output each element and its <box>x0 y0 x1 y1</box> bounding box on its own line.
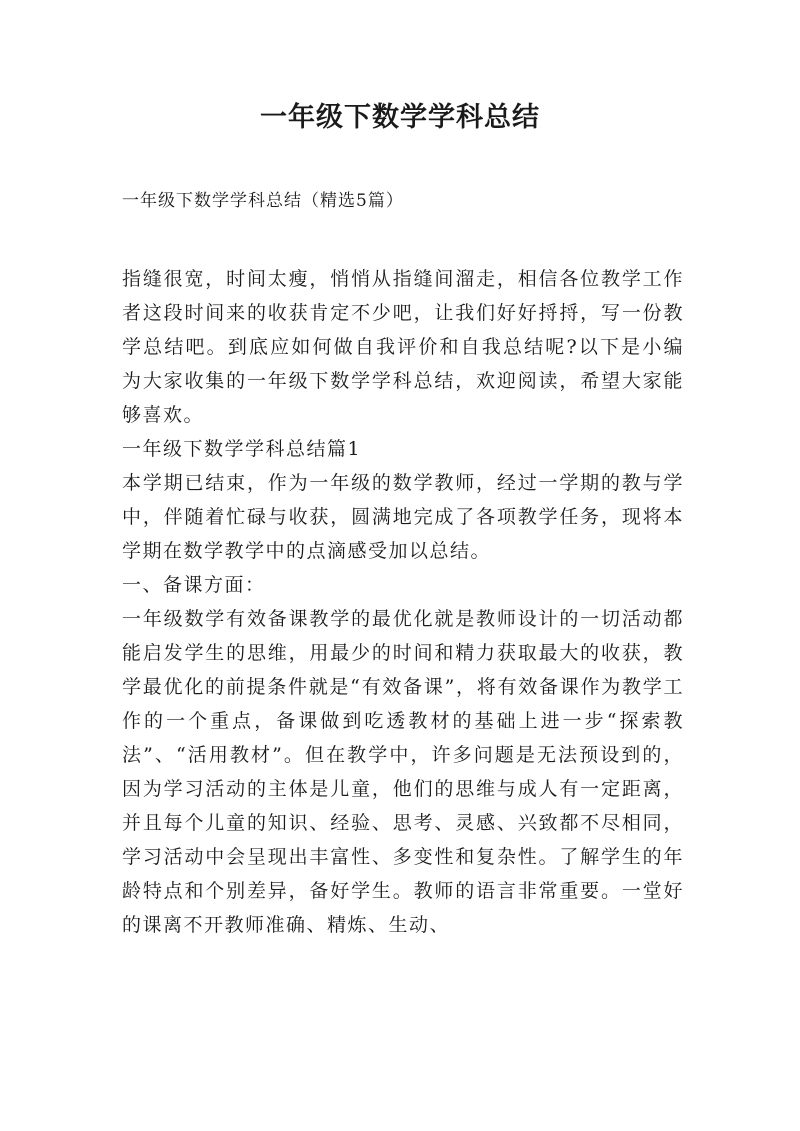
document-body <box>122 262 684 942</box>
summary-paragraph: 本学期已结束，作为一年级的数学教师，经过一学期的教与学中，伴随着忙碌与收获，圆满地完成了各项教学任务，现将本学期在数学教学中的点滴感受加以总结。 <box>122 472 684 562</box>
intro-paragraph: 指缝很宽，时间太瘦，悄悄从指缝间溜走，相信各位教学工作者这段时间来的收获肯定不少吧，让我们好好捋捋，写一份教学总结吧。到底应如何做自我评价和自我总结呢?以下是小编为大家收集的一年级下数学学科总结，欢迎阅读，希望大家能够喜欢。 <box>122 268 684 426</box>
lesson-prep-paragraph: 一年级数学有效备课教学的最优化就是教师设计的一切活动都能启发学生的思维，用最少的时间和精力获取最大的收获，教学最优化的前提条件就是“有效备课”，将有效备课作为教学工作的一个重点，备课做到吃透教材的基础上进一步“探索教法”、“活用教材”。但在教学中，许多问题是无法预设到的，因为学习活动的主体是儿童，他们的思维与成人有一定距离，并且每个儿童的知识、经验、思考、灵感、兴致都不尽相同，学习活动中会呈现出丰富性、多变性和复杂性。了解学生的年龄特点和个别差异，备好学生。教师的语言非常重要。一堂好的课离不开教师准确、精炼、生动、 <box>122 608 684 936</box>
section-heading-part-1: 一年级下数学学科总结篇1 <box>122 438 362 460</box>
document-title: 一年级下数学学科总结 <box>260 102 540 133</box>
section-heading-lesson-prep: 一、备课方面： <box>122 574 266 596</box>
document-subtitle: 一年级下数学学科总结（精选5篇） <box>122 191 404 211</box>
